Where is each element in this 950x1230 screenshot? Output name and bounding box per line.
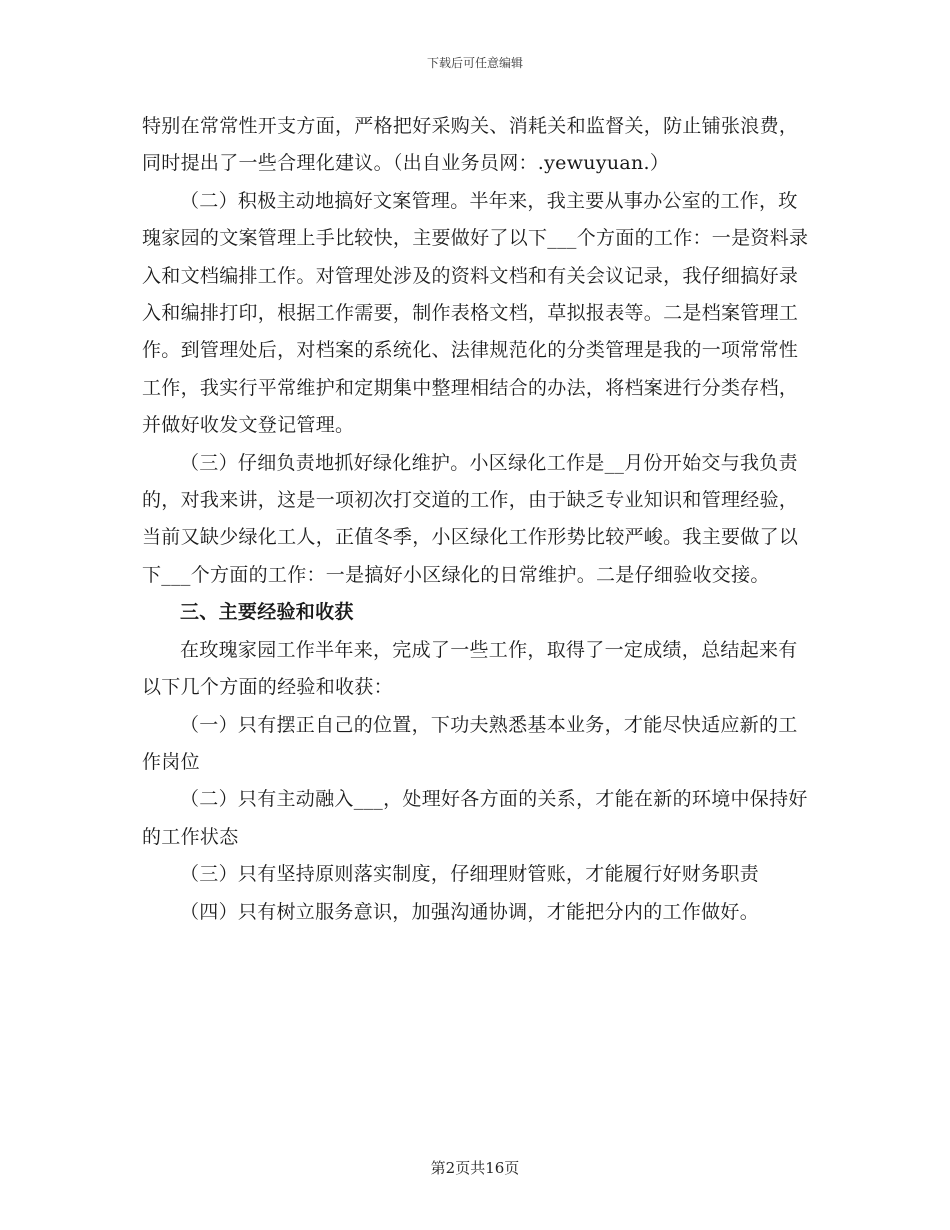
paragraph-lesson-two: （二）只有主动融入___，处理好各方面的关系，才能在新的环境中保持好的工作状态 [142,788,808,848]
paragraph-continued: 特别在常常性开支方面，严格把好采购关、消耗关和监督关，防止铺张浪费，同时提出了一些合理化建议。（出自业务员网：.yewuyuan.） [142,115,799,175]
header-note: 下载后可任意编辑 [426,56,523,70]
paragraph-lesson-four: （四）只有树立服务意识，加强沟通协调，才能把分内的工作做好。 [180,900,760,923]
paragraph-lesson-three: （三）只有坚持原则落实制度，仔细理财管账，才能履行好财务职责 [180,863,760,886]
paragraph-document-management: （二）积极主动地搞好文案管理。半年来，我主要从事办公室的工作，玫瑰家园的文案管理上手比较快，主要做好了以下___个方面的工作：一是资料录入和文档编排工作。对管理处涉及的资料文档和有关会议记录，我仔细搞好录入和编排打印，根据工作需要，制作表格文档，草拟报表等。二是档案管理工作。到管理处后，对档案的系统化、法律规范化的分类管理是我的一项常常性工作，我实行平常维护和定期集中整理相结合的办法，将档案进行分类存档，并做好收发文登记管理。 [142,189,809,437]
paragraph-summary-intro: 在玫瑰家园工作半年来，完成了一些工作，取得了一定成绩，总结起来有以下几个方面的经验和收获： [142,638,798,699]
document-body [142,108,810,931]
page-number: 第2页共16页 [430,1159,520,1177]
paragraph-greening-maintenance: （三）仔细负责地抓好绿化维护。小区绿化工作是__月份开始交与我负责的，对我来讲，这是一项初次打交道的工作，由于缺乏专业知识和管理经验，当前又缺少绿化工人，正值冬季，小区绿化工作形势比较严峻。我主要做了以下___个方面的工作：一是搞好小区绿化的日常维护。二是仔细验收交接。 [142,451,799,586]
paragraph-lesson-one: （一）只有摆正自己的位置，下功夫熟悉基本业务，才能尽快适应新的工作岗位 [142,713,798,773]
section-heading: 三、主要经验和收获 [180,601,354,624]
